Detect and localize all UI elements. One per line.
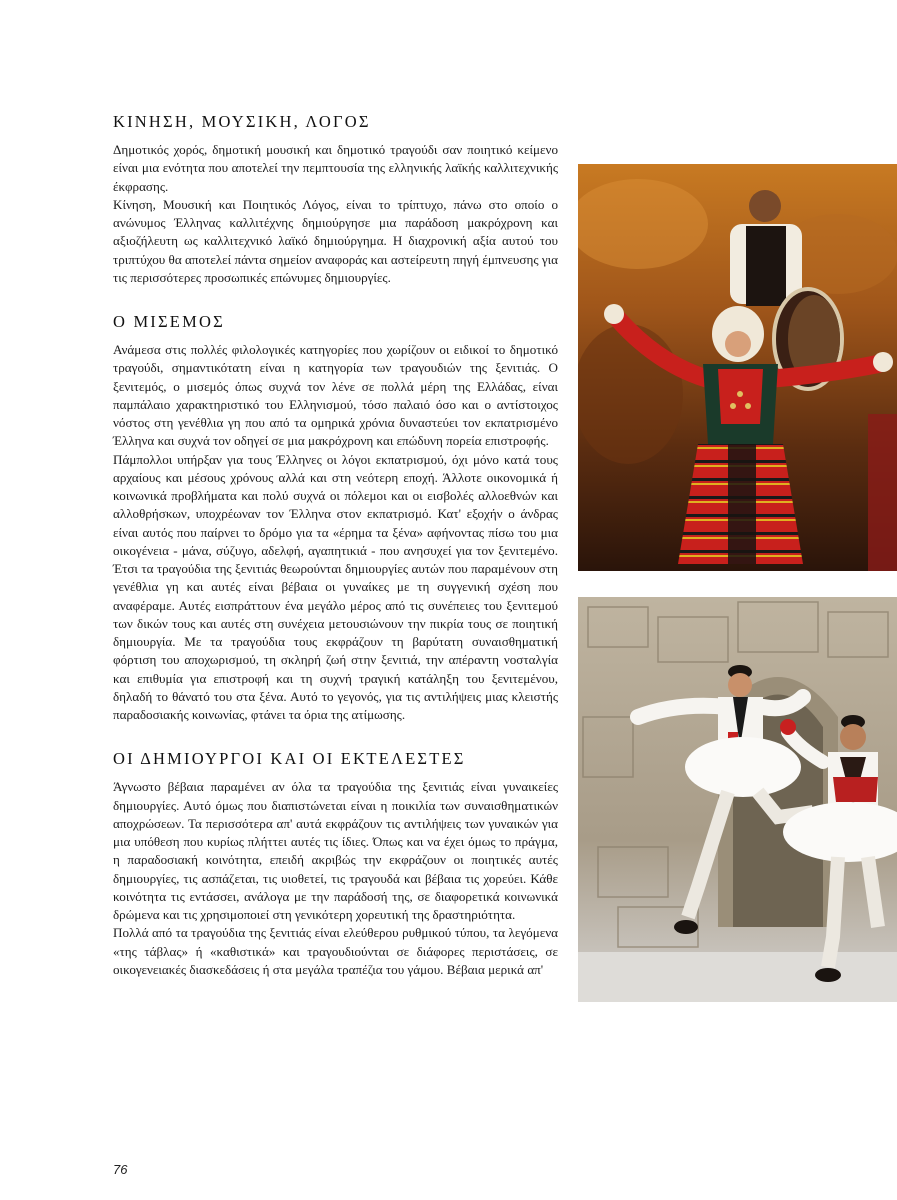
paragraph: Δημοτικός χορός, δημοτική μουσική και δημοτικό τραγούδι σαν ποιητικό κείμενο είναι μια ενότητα που αποτελεί την πεμπτουσία της ελληνικής λαϊκής καλλιτεχνικής έκφρασης. [113, 142, 558, 194]
paragraph: Πολλά από τα τραγούδια της ξενιτιάς είναι ελεύθερου ρυθμικού τύπου, τα λεγόμενα «της τάβλας» ή «καθιστικά» και τραγουδιούνται σε διάφορες περιστάσεις, σε οικογενειακές διασκεδάσεις ή στα μεγάλα τραπέζια του γάμου. Βέβαια μερικά απ' [113, 925, 558, 977]
photo-evzone-dancers [578, 597, 897, 1002]
paragraph: Κίνηση, Μουσική και Ποιητικός Λόγος, είναι το τρίπτυχο, πάνω στο οποίο ο ανώνυμος Έλληνας καλλιτέχνης δημιούργησε μια παράδοση μακρόχρονη και αξιοζήλευτη ως καλλιτεχνικό λαϊκό δημιούργημα. Η διαχρονική αξία αυτού του τριπτύχου θα αποτελεί πάντα σημείον αναφοράς και αστείρευτη πηγή έμπνευσης για τις περισσότερες προσωπικές επώνυμες δημιουργίες. [113, 196, 558, 285]
section-emigration [113, 312, 558, 724]
section-creators-performers [113, 749, 558, 979]
section-title: Ο ΜΙΣΕΜΟΣ [113, 312, 225, 331]
paragraph: Πάμπολλοι υπήρξαν για τους Έλληνες οι λόγοι εκπατρισμού, όχι μόνο κατά τους αρχαίους και μέσους χρόνους αλλά και στη νεότερη εποχή. Άλλοτε οικονομικά ή κοινωνικά προβλήματα και πολύ συχνά οι πόλεμοι και οι εισβολές αλλοεθνών και αλλοθρήσκων, υποχρέωναν τον Έλληνα στον εκπατρισμό. Κατ' εξοχήν ο άνδρας είναι αυτός που παίρνει το δρόμο για τα «έρημα τα ξένα» αφήνοντας πίσω του μια οικογένεια - μάνα, σύζυγο, αδελφή, αγαπητικιά - που ανησυχεί για τον ξενιτεμένο. Έτσι τα τραγούδια της ξενιτιάς θεωρούνται δημιουργίες αυτών που παραμένουν στη γενέθλια γη και αυτές είναι βέβαια οι γυναίκες με τη συγγενική σχέση που αναφέραμε. Αυτές εισπράττουν ένα μεγάλο μέρος από τις συνέπειες του ξενιτεμού των δικών τους και αυτές στη συνέχεια μετουσιώνουν την πικρία τους σε ποιητική δημιουργία. Με τα τραγούδια τους εκφράζουν τη βαρύτατη συναισθηματική φόρτιση του αποχωρισμού, τη σκληρή ζωή στην ξενιτιά, την απέραντη νοσταλγία και επιθυμία για επιστροφή και τη συχνή τραγική κατάληξη του ξενιτεμένου, δηλαδή το θάνατό του στα ξένα. Αυτό το γεγονός, για τις αντιλήψεις μιας κλειστής παραδοσιακής κοινωνίας, φτάνει τα όρια της ατίμωσης. [113, 451, 558, 722]
paragraph: Άγνωστο βέβαια παραμένει αν όλα τα τραγούδια της ξενιτιάς είναι γυναικείες δημιουργίες. Αυτό όμως που διαπιστώνεται είναι η ποικιλία των συναισθηματικών αποχρώσεων. Τα περισσότερα απ' αυτά εκφράζουν τις αντιλήψεις των γυναικών για μια υπόθεση που κυρίως πλήττει αυτές τις ίδιες. Όπως και να έχει όμως το πράγμα, η παραδοσιακή κοινότητα, επειδή ακριβώς την εκφράζουν οι ποιητικές αυτές δημιουργίες, τις ασπάζεται, τις υιοθετεί, τις τραγουδά και βέβαια τις χορεύει. Κάθε κοινότητα τις εντάσσει, ανάλογα με την παράδοσή της, σε διαφορετικά κοινωνικά δρώμενα και τις χρησιμοποιεί στη γενικότερη χορευτική της δραστηριότητα. [113, 779, 558, 922]
paragraph: Ανάμεσα στις πολλές φιλολογικές κατηγορίες που χωρίζουν οι ειδικοί το δημοτικό τραγούδι, σημαντικότατη είναι η κατηγορία των τραγουδιών της ξενιτιάς. Ο ξενιτεμός, ο μισεμός όπως συχνά τον λένε σε πολλά μέρη της Ελλάδας, είναι παμπάλαιο χαρακτηριστικό του Ελληνισμού, τόσο παλαιό όσο και ο αντίστοιχος νόστος στη γενέθλια γη που από τα ομηρικά χρόνια δυναστεύει τον εκπατρισμένο Έλληνα και συχνά τον οδηγεί σε μια μακρόχρονη και επώδυνη πορεία επιστροφής. [113, 342, 558, 449]
text-column [113, 112, 558, 1004]
section-title: ΚΙΝΗΣΗ, ΜΟΥΣΙΚΗ, ΛΟΓΟΣ [113, 112, 371, 131]
photo-folk-dancer-and-drummer [578, 164, 897, 571]
section-movement-music-speech [113, 112, 558, 287]
page-number: 76 [113, 1162, 128, 1177]
section-title: ΟΙ ΔΗΜΙΟΥΡΓΟΙ ΚΑΙ ΟΙ ΕΚΤΕΛΕΣΤΕΣ [113, 749, 466, 769]
